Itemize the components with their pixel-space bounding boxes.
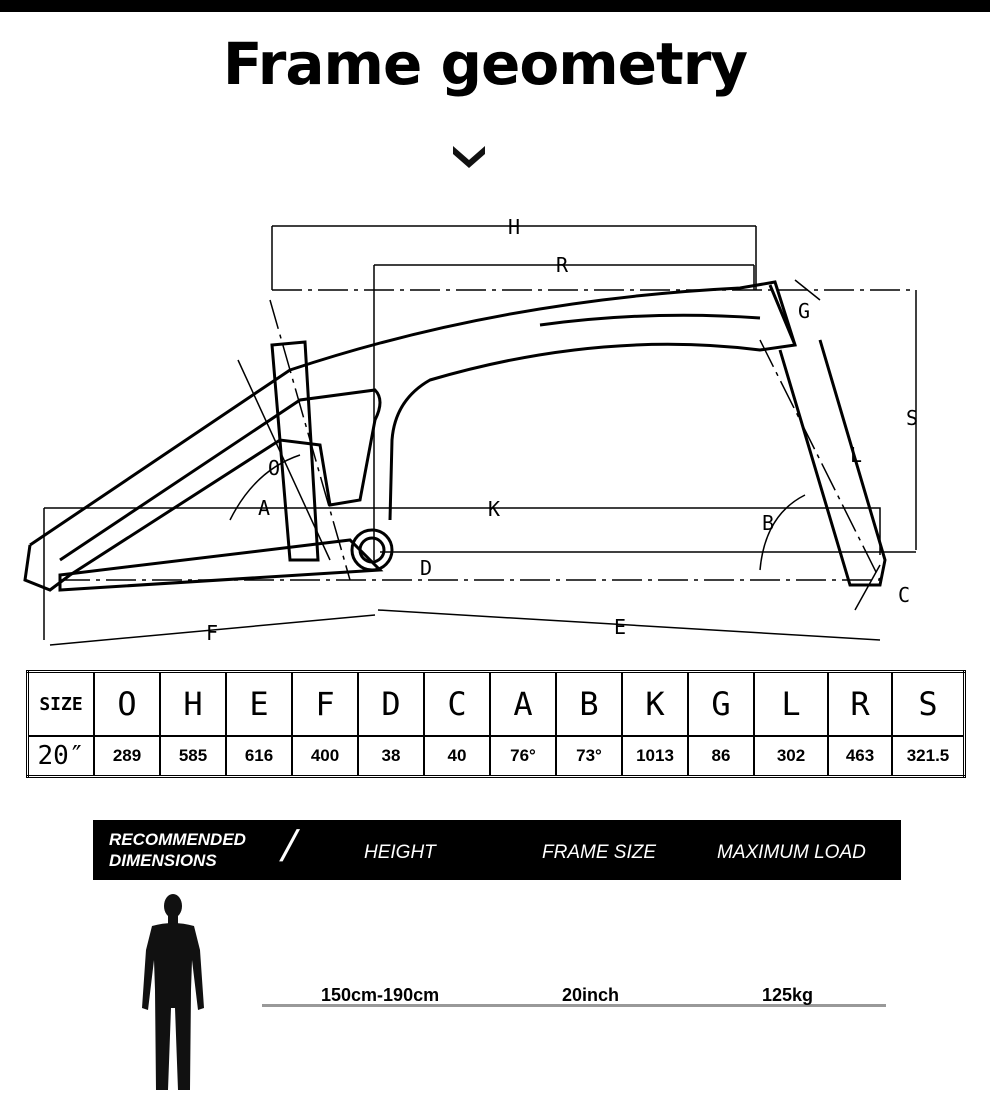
value-cell: 40 (424, 736, 490, 777)
label-c: C (898, 583, 911, 607)
height-header: HEIGHT (364, 842, 436, 863)
header-cell: G (688, 672, 754, 737)
height-value: 150cm-190cm (321, 985, 440, 1005)
value-cell: 38 (358, 736, 424, 777)
header-cell: E (226, 672, 292, 737)
label-o: O (268, 456, 281, 480)
value-cell: 616 (226, 736, 292, 777)
header-cell: F (292, 672, 358, 737)
person-silhouette-icon (138, 890, 208, 1095)
value-cell: 400 (292, 736, 358, 777)
recommended-dimensions-banner (93, 820, 901, 880)
frame-geometry-diagram (0, 200, 990, 660)
max-load-value: 125kg (762, 985, 814, 1005)
header-cell: R (828, 672, 892, 737)
label-b: B (762, 511, 775, 535)
value-cell: 289 (94, 736, 160, 777)
value-cell: 463 (828, 736, 892, 777)
header-cell: K (622, 672, 688, 737)
recommended-label (109, 829, 246, 871)
header-cell: SIZE (28, 672, 95, 737)
label-k: K (488, 497, 501, 521)
top-bar (0, 0, 990, 12)
header-cell: C (424, 672, 490, 737)
label-d: D (420, 556, 433, 580)
frame-size-header: FRAME SIZE (542, 842, 657, 863)
header-cell: B (556, 672, 622, 737)
header-cell: H (160, 672, 226, 737)
value-cell: 585 (160, 736, 226, 777)
frame-outline (25, 282, 885, 590)
value-cell: 302 (754, 736, 828, 777)
table-header-row (28, 672, 965, 737)
table-row (28, 736, 965, 777)
header-cell: O (94, 672, 160, 737)
label-s: S (906, 406, 919, 430)
header-cell: L (754, 672, 828, 737)
label-e: E (614, 615, 627, 639)
value-cell: 86 (688, 736, 754, 777)
value-cell: 321.5 (892, 736, 965, 777)
label-r: R (556, 253, 569, 277)
chevron-down-icon (450, 140, 490, 170)
max-load-header: MAXIMUM LOAD (717, 842, 866, 863)
page-title: Frame geometry (222, 30, 748, 98)
label-h: H (508, 215, 521, 239)
label-g: G (798, 299, 811, 323)
value-cell: 73° (556, 736, 622, 777)
header-cell: D (358, 672, 424, 737)
header-cell: A (490, 672, 556, 737)
header-cell: S (892, 672, 965, 737)
recommended-label-line1: RECOMMENDED (109, 830, 246, 849)
value-cell: 20″ (28, 736, 95, 777)
recommended-label-line2: DIMENSIONS (109, 851, 217, 870)
label-l: L (850, 443, 863, 467)
label-f: F (206, 621, 219, 645)
value-cell: 1013 (622, 736, 688, 777)
value-cell: 76° (490, 736, 556, 777)
frame-size-value: 20inch (562, 985, 620, 1005)
slash-divider: / (276, 822, 302, 871)
geometry-table (26, 670, 966, 778)
label-a: A (258, 496, 271, 520)
